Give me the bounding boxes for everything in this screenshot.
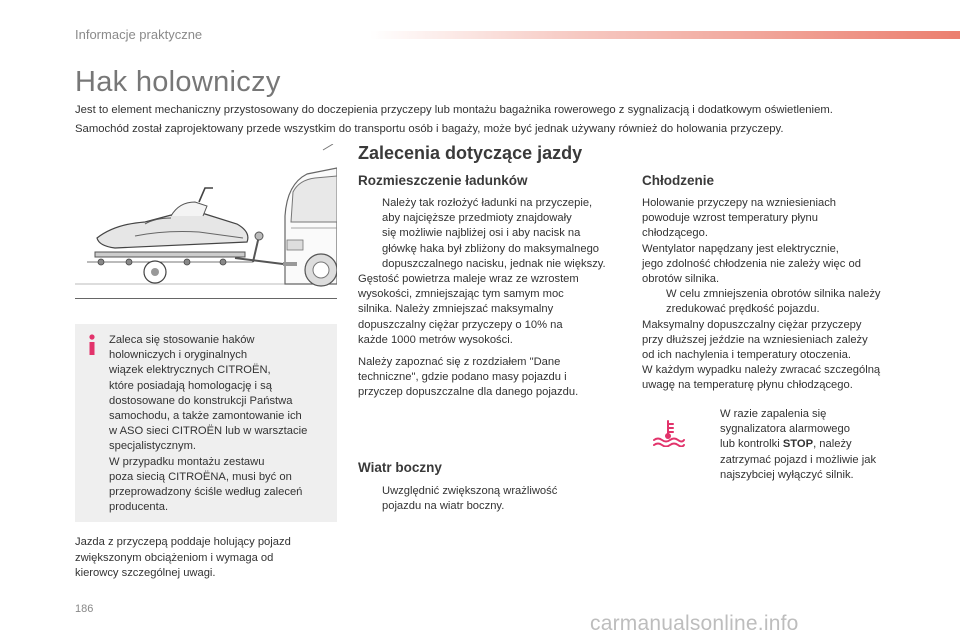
intro-paragraph-1: Jest to element mechaniczny przystosowany do doczepienia przyczepy lub montażu bagażnika rowerowego z sygnalizacją i dodatkowym oświetleniem.	[75, 104, 833, 116]
stop-label: STOP	[782, 438, 814, 451]
info-line: producenta.	[109, 501, 169, 514]
bullet-line: Uwzględnić zwiększoną wrażliwość	[382, 485, 558, 497]
paragraph-line: wysokości, zmniejszając tym samym moc	[358, 288, 564, 301]
crosswind-title: Wiatr boczny	[358, 460, 442, 475]
bullet-line	[720, 437, 926, 452]
info-line: w ASO sieci CITROËN lub w warsztacie	[109, 425, 308, 438]
warning-bullet	[696, 407, 926, 483]
coolant-temperature-warning-icon	[650, 419, 686, 447]
illustration-divider	[75, 298, 337, 299]
header-accent-bar	[370, 31, 960, 39]
paragraph-line: Maksymalny dopuszczalny ciężar przyczepy	[642, 318, 862, 331]
bullet-item	[358, 196, 628, 272]
page-title: Hak holowniczy	[75, 66, 281, 98]
info-line: Zaleca się stosowanie haków	[109, 334, 255, 346]
paragraph-line: dopuszczalny ciężar przyczepy o 10% na	[358, 318, 563, 331]
paragraph-line: silnika. Należy zmniejszać maksymalny	[358, 303, 554, 316]
intro-paragraph-2: Samochód został zaprojektowany przede wszystkim do transportu osób i bagaży, może być jednak używany również do holowania przyczepy.	[75, 123, 784, 135]
towing-note-paragraph	[75, 535, 337, 582]
info-line: W przypadku montażu zestawu	[109, 455, 265, 468]
paragraph-line: techniczne", gdzie podano masy pojazdu i	[358, 371, 567, 384]
driving-recommendations-title: Zalecenia dotyczące jazdy	[358, 143, 583, 163]
text-span: lub kontrolki	[720, 438, 783, 451]
bullet-line: dopuszczalnego nacisku, jednak nie większy.	[382, 257, 606, 270]
crosswind-section	[358, 484, 628, 514]
paragraph-line: Należy zapoznać się z rozdziałem "Dane	[358, 356, 561, 369]
paragraph-line: uwagę na temperaturę płynu chłodzącego.	[642, 379, 853, 392]
bullet-line: sygnalizatora alarmowego	[720, 423, 850, 436]
bullet-line: Należy tak rozłożyć ładunki na przyczepie,	[382, 197, 593, 209]
info-line: które posiadają homologację i są	[109, 379, 272, 392]
paragraph-line: Wentylator napędzany jest elektrycznie,	[642, 242, 839, 255]
paragraph-line: zwiększonym obciążeniom i wymaga od	[75, 551, 274, 564]
info-line: specjalistycznym.	[109, 440, 197, 453]
page-number: 186	[75, 603, 94, 615]
info-text	[109, 333, 331, 515]
bullet-line: zredukować prędkość pojazdu.	[666, 303, 820, 316]
bullet-line: się możliwie najbliżej osi i aby nacisk na	[382, 227, 581, 240]
info-line: przeprowadzony ściśle według zaleceń	[109, 486, 303, 499]
cooling-title: Chłodzenie	[642, 173, 715, 188]
paragraph-line: przy dłuższej jeździe na wzniesieniach zależy	[642, 333, 868, 346]
info-line: wiązek elektrycznych CITROËN,	[109, 364, 271, 377]
paragraph-line: jego zdolność chłodzenia nie zależy więc od	[642, 257, 861, 270]
paragraph-line: przyczep dopuszczalne dla danego pojazdu.	[358, 386, 579, 399]
info-line: holowniczych i oryginalnych	[109, 349, 248, 362]
bullet-line: najszybciej wyłączyć silnik.	[720, 468, 854, 481]
paragraph-line: W każdym wypadku należy zwracać szczególną	[642, 364, 881, 377]
paragraph-line: Gęstość powietrza maleje wraz ze wzrostem	[358, 273, 579, 286]
paragraph-line: powoduje wzrost temperatury płynu	[642, 212, 818, 225]
load-distribution-section	[358, 196, 628, 401]
bullet-line: główkę haka był zbliżony do maksymalnego	[382, 242, 600, 255]
bullet-line: W celu zmniejszenia obrotów silnika należy	[666, 288, 881, 301]
info-icon	[87, 334, 97, 356]
paragraph-line: kierowcy szczególnej uwagi.	[75, 567, 216, 579]
paragraph-line: Jazda z przyczepą poddaje holujący pojazd	[75, 536, 291, 548]
paragraph-line: chłodzącego.	[642, 227, 708, 240]
info-line: samochodu, a także zamontowanie ich	[109, 410, 302, 423]
watermark: carmanualsonline.info	[590, 612, 799, 635]
paragraph-line: obrotów silnika.	[642, 273, 720, 286]
bullet-item	[358, 484, 628, 514]
bullet-item	[696, 407, 926, 483]
section-header: Informacje praktyczne	[75, 27, 203, 42]
info-line: dostosowane do konstrukcji Państwa	[109, 394, 293, 407]
info-box	[75, 324, 337, 522]
load-distribution-title: Rozmieszczenie ładunków	[358, 173, 528, 188]
paragraph-line: Holowanie przyczepy na wzniesieniach	[642, 197, 837, 209]
bullet-line: W razie zapalenia się	[720, 408, 827, 420]
bullet-line: zatrzymać pojazd i możliwie jak	[720, 453, 877, 466]
bullet-item	[642, 287, 922, 317]
paragraph-line: każde 1000 metrów wysokości.	[358, 333, 513, 346]
info-line: poza siecią CITROËNA, musi być on	[109, 470, 292, 483]
bullet-line: pojazdu na wiatr boczny.	[382, 500, 505, 513]
bullet-line: aby najcięższe przedmioty znajdowały	[382, 212, 572, 225]
text-span: , należy	[813, 438, 852, 451]
car-towing-trailer-illustration	[75, 144, 337, 298]
paragraph-line: od ich nachylenia i temperatury otoczenia.	[642, 349, 851, 362]
cooling-section	[642, 196, 922, 394]
